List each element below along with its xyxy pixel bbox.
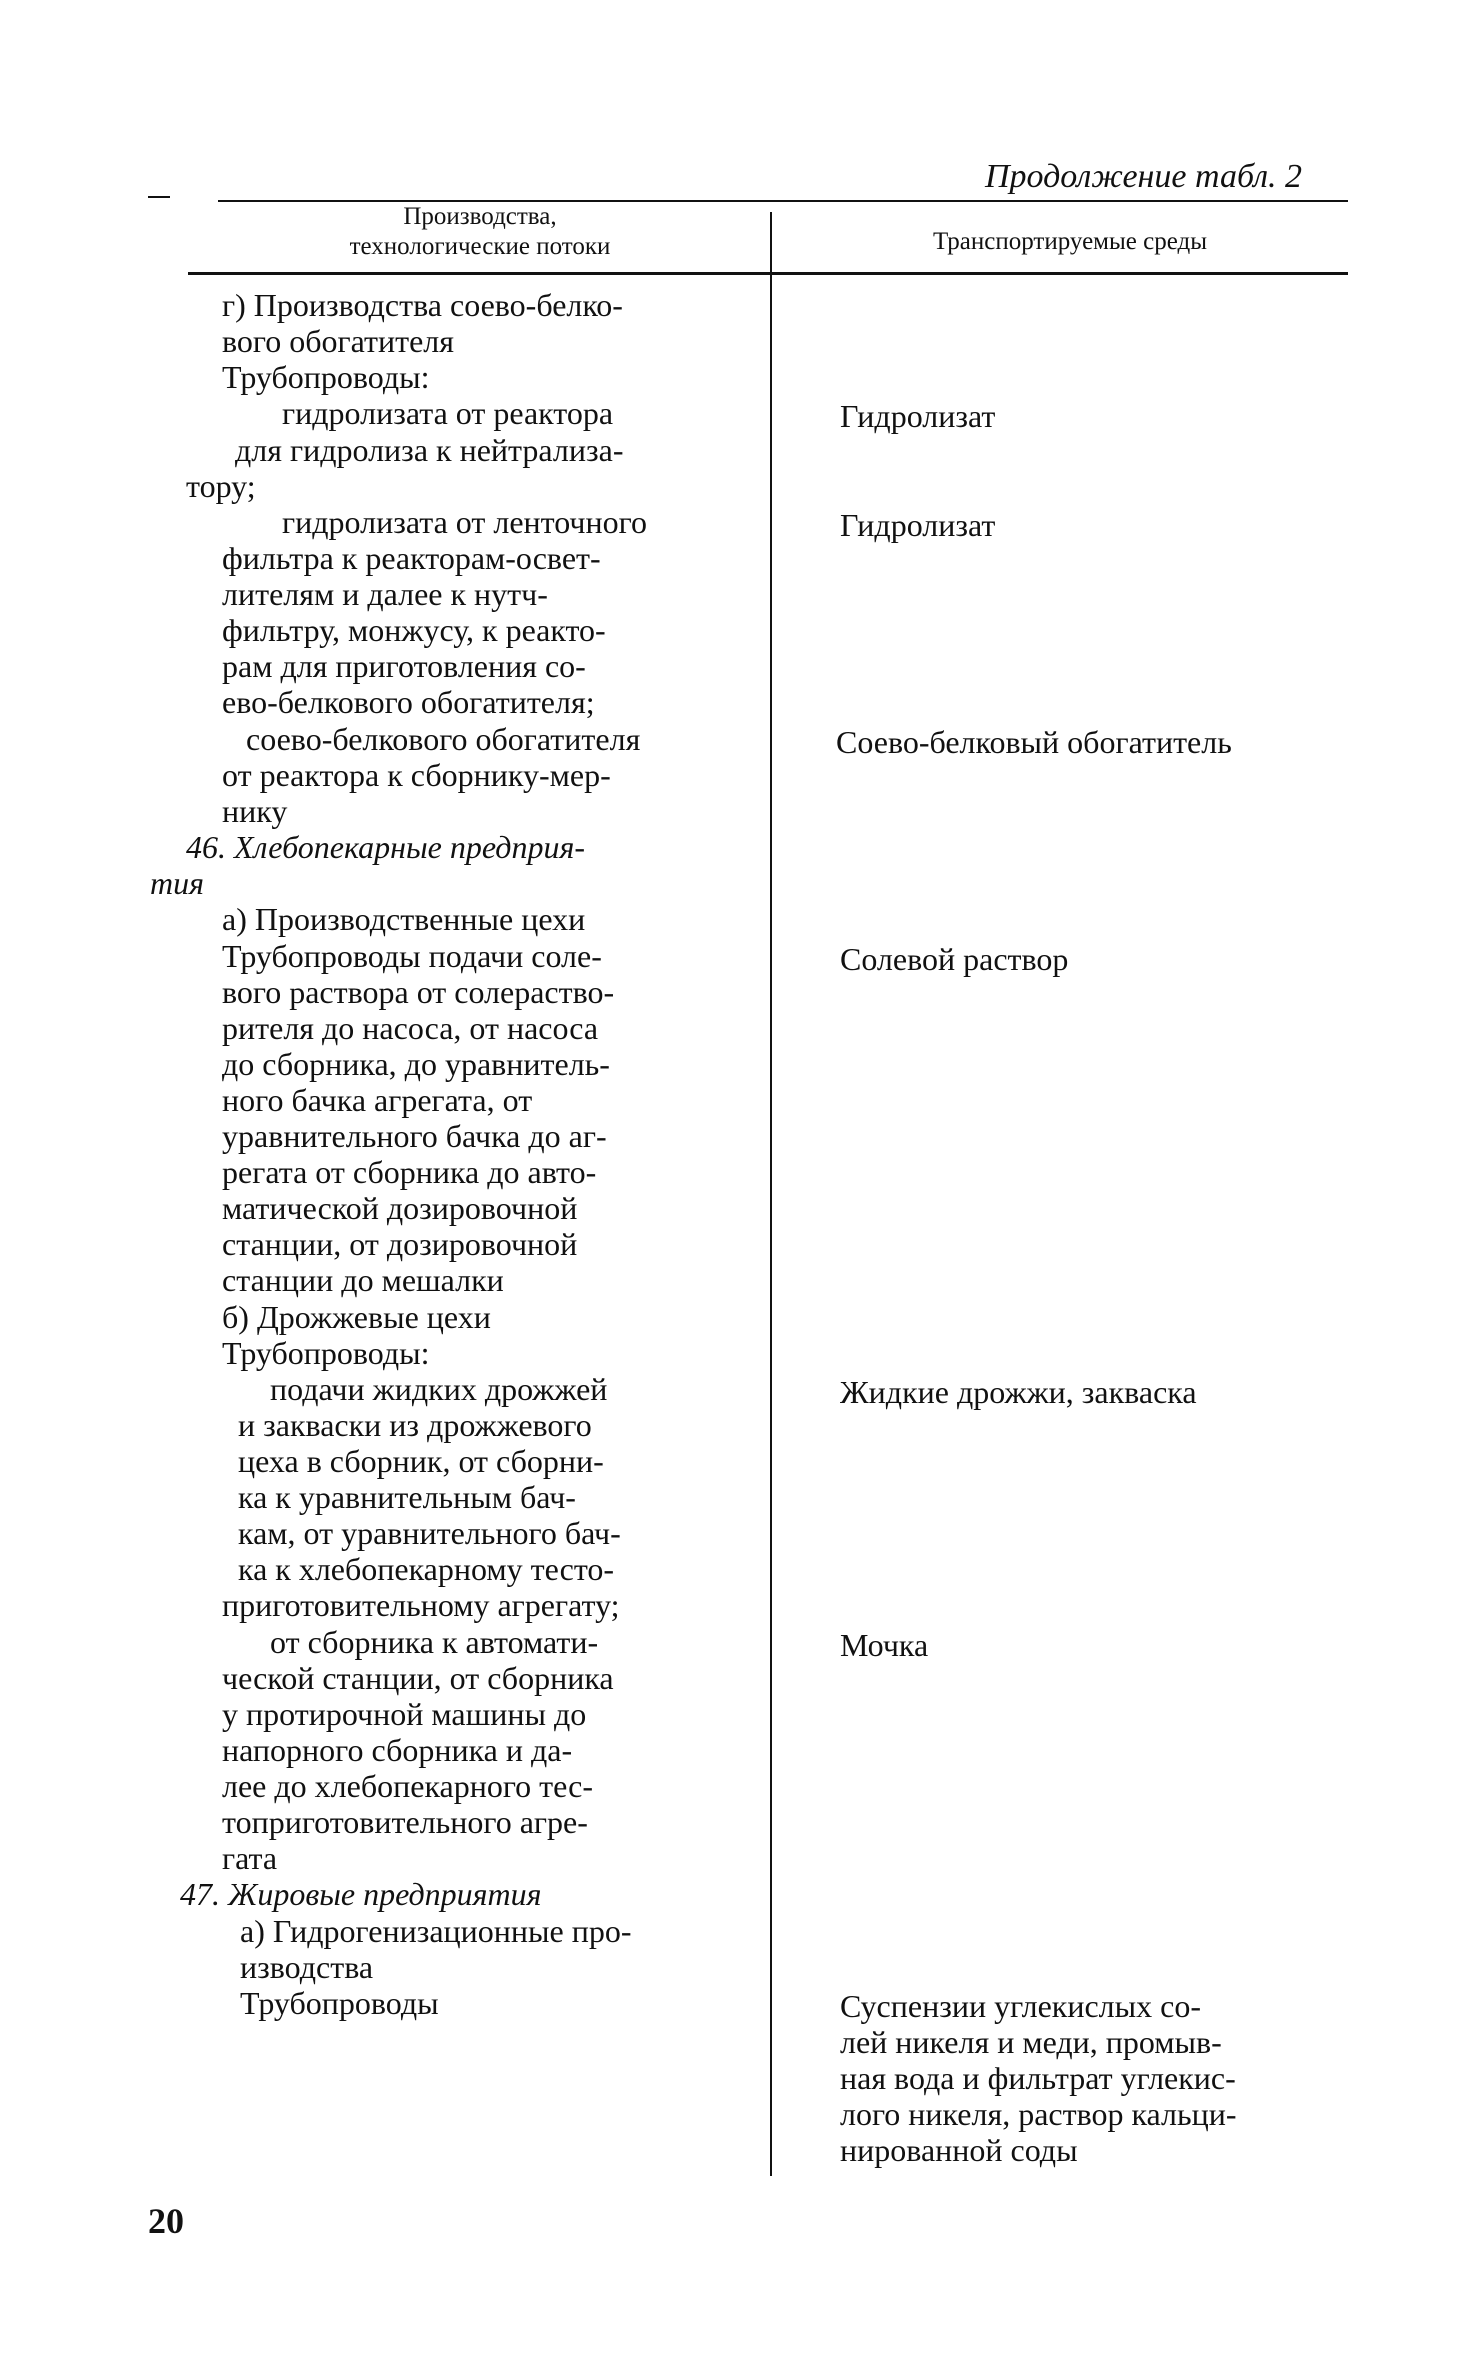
- left-line: приготовительному агрегату;: [222, 1587, 620, 1623]
- left-line: лителям и далее к нутч-: [222, 576, 548, 612]
- left-line: топриготовительного агре-: [222, 1804, 588, 1840]
- left-line: ческой станции, от сборника: [222, 1660, 614, 1696]
- left-line: цеха в сборник, от сборни-: [238, 1443, 604, 1479]
- left-line: рам для приготовления со-: [222, 648, 586, 684]
- left-line: ка к уравнительным бач-: [238, 1479, 576, 1515]
- page-number: 20: [148, 2201, 184, 2241]
- left-line: г) Производства соево-белко-: [222, 287, 623, 323]
- left-line: гидролизата от реактора: [282, 395, 614, 431]
- left-line: а) Гидрогенизационные про-: [240, 1913, 632, 1949]
- left-line: от сборника к автомати-: [270, 1624, 599, 1660]
- left-line: и закваски из дрожжевого: [238, 1407, 592, 1443]
- column-header-media: Транспортируемые среды: [932, 228, 1208, 255]
- left-line: Трубопроводы подачи соле-: [222, 938, 602, 974]
- transported-media: лей никеля и меди, промыв-: [840, 2024, 1222, 2060]
- transported-media: Солевой раствор: [840, 941, 1069, 977]
- left-line: нику: [222, 793, 288, 829]
- left-line: ного бачка агрегата, от: [222, 1082, 533, 1118]
- left-line: у протирочной машины до: [222, 1696, 587, 1732]
- left-line: ка к хлебопекарному тесто-: [238, 1551, 615, 1587]
- table-continuation-caption: Продолжение табл. 2: [985, 158, 1303, 195]
- left-line: рителя до насоса, от насоса: [222, 1010, 599, 1046]
- left-line: вого раствора от солераство-: [222, 974, 615, 1010]
- left-line: для гидролиза к нейтрализа-: [235, 432, 624, 468]
- left-line: ево-белкового обогатителя;: [222, 684, 595, 720]
- left-line: матической дозировочной: [222, 1190, 578, 1226]
- left-line: вого обогатителя: [222, 323, 454, 359]
- transported-media: нированной соды: [840, 2132, 1078, 2168]
- left-line: соево-белкового обогатителя: [246, 721, 641, 757]
- left-line: напорного сборника и да-: [222, 1732, 573, 1768]
- transported-media: Гидролизат: [840, 398, 996, 434]
- header-bottom-rule: [188, 272, 1348, 275]
- transported-media: Мочка: [840, 1627, 929, 1663]
- transported-media: Соево-белковый обогатитель: [836, 724, 1232, 760]
- transported-media: ная вода и фильтрат углекис-: [840, 2060, 1236, 2096]
- transported-media: Суспензии углекислых со-: [840, 1988, 1201, 2024]
- left-line: тору;: [186, 468, 256, 504]
- column-divider: [770, 212, 772, 2176]
- left-line: Трубопроводы:: [222, 359, 430, 395]
- short-dash-rule: [148, 196, 170, 198]
- left-line: станции до мешалки: [222, 1262, 504, 1298]
- left-line: станции, от дозировочной: [222, 1226, 578, 1262]
- left-line: от реактора к сборнику-мер-: [222, 757, 611, 793]
- left-line: фильтру, монжусу, к реакто-: [222, 612, 606, 648]
- left-line: изводства: [240, 1949, 374, 1985]
- left-line: до сборника, до уравнитель-: [222, 1046, 610, 1082]
- left-line: уравнительного бачка до аг-: [222, 1118, 607, 1154]
- left-line: регата от сборника до авто-: [222, 1154, 597, 1190]
- left-line: кам, от уравнительного бач-: [238, 1515, 621, 1551]
- left-line: а) Производственные цехи: [222, 901, 586, 937]
- left-line: Трубопроводы: [240, 1985, 439, 2021]
- column-header-production: [230, 202, 730, 262]
- left-line: Трубопроводы:: [222, 1335, 430, 1371]
- section-heading-46: 46. Хлебопекарные предприя-: [186, 829, 585, 865]
- left-line: тия: [150, 865, 204, 901]
- left-line: гидролизата от ленточного: [282, 504, 647, 540]
- column-header-line: технологические потоки: [349, 233, 611, 260]
- left-line: б) Дрожжевые цехи: [222, 1299, 491, 1335]
- left-line: подачи жидких дрожжей: [270, 1371, 608, 1407]
- left-line: лее до хлебопекарного тес-: [222, 1768, 593, 1804]
- transported-media: лого никеля, раствор кальци-: [840, 2096, 1237, 2132]
- left-line: гата: [222, 1840, 278, 1876]
- transported-media: Гидролизат: [840, 507, 996, 543]
- transported-media: Жидкие дрожжи, закваска: [840, 1374, 1197, 1410]
- section-heading-47: 47. Жировые предприятия: [180, 1876, 542, 1912]
- left-line: фильтра к реакторам-освет-: [222, 540, 601, 576]
- column-header-line: Производства,: [403, 203, 557, 230]
